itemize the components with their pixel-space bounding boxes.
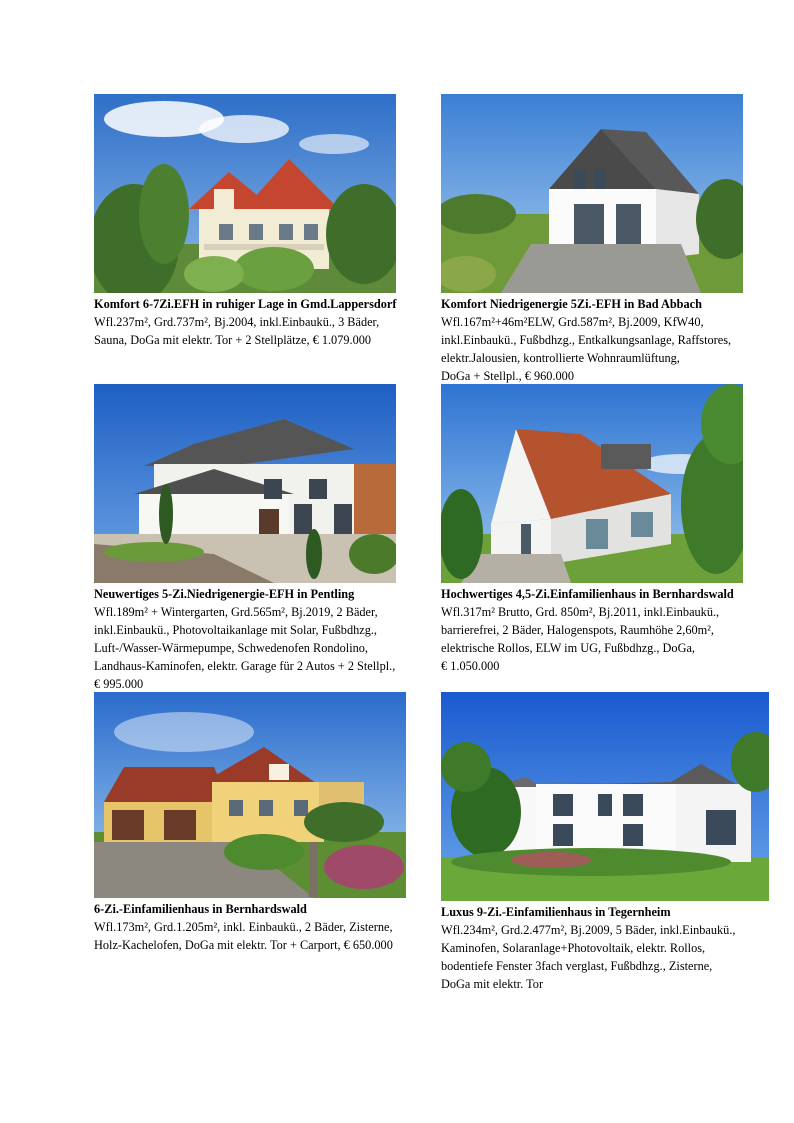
listing-detail: DoGa + Stellpl., € 960.000 <box>441 369 574 383</box>
listing-5 <box>94 692 434 954</box>
listing-detail: Kaminofen, Solaranlage+Photovoltaik, elektr. Rollos, <box>441 941 706 955</box>
listing-title: Neuwertiges 5-Zi.Niedrigenergie-EFH in Pentling <box>94 587 355 601</box>
listing-detail: Wfl.173m², Grd.1.205m², inkl. Einbaukü., 2 Bäder, Zisterne, <box>94 920 393 934</box>
listing-detail: Wfl.317m² Brutto, Grd. 850m², Bj.2011, inkl.Einbaukü., <box>441 605 720 619</box>
listing-detail: Sauna, DoGa mit elektr. Tor + 2 Stellplätze, € 1.079.000 <box>94 333 372 347</box>
listing-6 <box>441 692 781 993</box>
listing-detail: Wfl.189m² + Wintergarten, Grd.565m², Bj.2019, 2 Bäder, <box>94 605 378 619</box>
listing-detail: barrierefrei, 2 Bäder, Halogenspots, Raumhöhe 2,60m², <box>441 623 714 637</box>
house-photo-1 <box>94 94 396 293</box>
listing-detail: € 1.050.000 <box>441 659 500 673</box>
listing-detail: bodentiefe Fenster 3fach verglast, Fußbdhzg., Zisterne, <box>441 959 713 973</box>
listing-detail: Holz-Kachelofen, DoGa mit elektr. Tor + Carport, € 650.000 <box>94 938 393 952</box>
house-photo-2 <box>441 94 743 293</box>
house-photo-6 <box>441 692 769 901</box>
listing-title: 6-Zi.-Einfamilienhaus in Bernhardswald <box>94 902 307 916</box>
listing-detail: Landhaus-Kaminofen, elektr. Garage für 2 Autos + 2 Stellpl., <box>94 659 396 673</box>
listing-title: Komfort Niedrigenergie 5Zi.-EFH in Bad Abbach <box>441 297 702 311</box>
listing-detail: Luft-/Wasser-Wärmepumpe, Schwedenofen Rondolino, <box>94 641 368 655</box>
listing-detail: elektr.Jalousien, kontrollierte Wohnraumlüftung, <box>441 351 680 365</box>
listing-detail: Wfl.167m²+46m²ELW, Grd.587m², Bj.2009, KfW40, <box>441 315 704 329</box>
listing-detail: DoGa mit elektr. Tor <box>441 977 544 991</box>
listing-1 <box>94 94 434 349</box>
house-photo-4 <box>441 384 743 583</box>
listing-detail: Wfl.237m², Grd.737m², Bj.2004, inkl.Einbaukü., 3 Bäder, <box>94 315 380 329</box>
listing-detail: elektrische Rollos, ELW im UG, Fußbdhzg., DoGa, <box>441 641 695 655</box>
listing-4 <box>441 384 781 675</box>
house-photo-5 <box>94 692 406 898</box>
listing-detail: Wfl.234m², Grd.2.477m², Bj.2009, 5 Bäder, inkl.Einbaukü., <box>441 923 736 937</box>
house-photo-3 <box>94 384 396 583</box>
listing-3 <box>94 384 439 693</box>
listing-detail: € 995.000 <box>94 677 144 691</box>
listing-2 <box>441 94 781 385</box>
listing-title: Hochwertiges 4,5-Zi.Einfamilienhaus in Bernhardswald <box>441 587 734 601</box>
listing-detail: inkl.Einbaukü., Fußbdhzg., Entkalkungsanlage, Raffstores, <box>441 333 732 347</box>
listing-title: Luxus 9-Zi.-Einfamilienhaus in Tegernheim <box>441 905 671 919</box>
listing-detail: inkl.Einbaukü., Photovoltaikanlage mit Solar, Fußbdhzg., <box>94 623 377 637</box>
listing-title: Komfort 6-7Zi.EFH in ruhiger Lage in Gmd.Lappersdorf <box>94 297 397 311</box>
